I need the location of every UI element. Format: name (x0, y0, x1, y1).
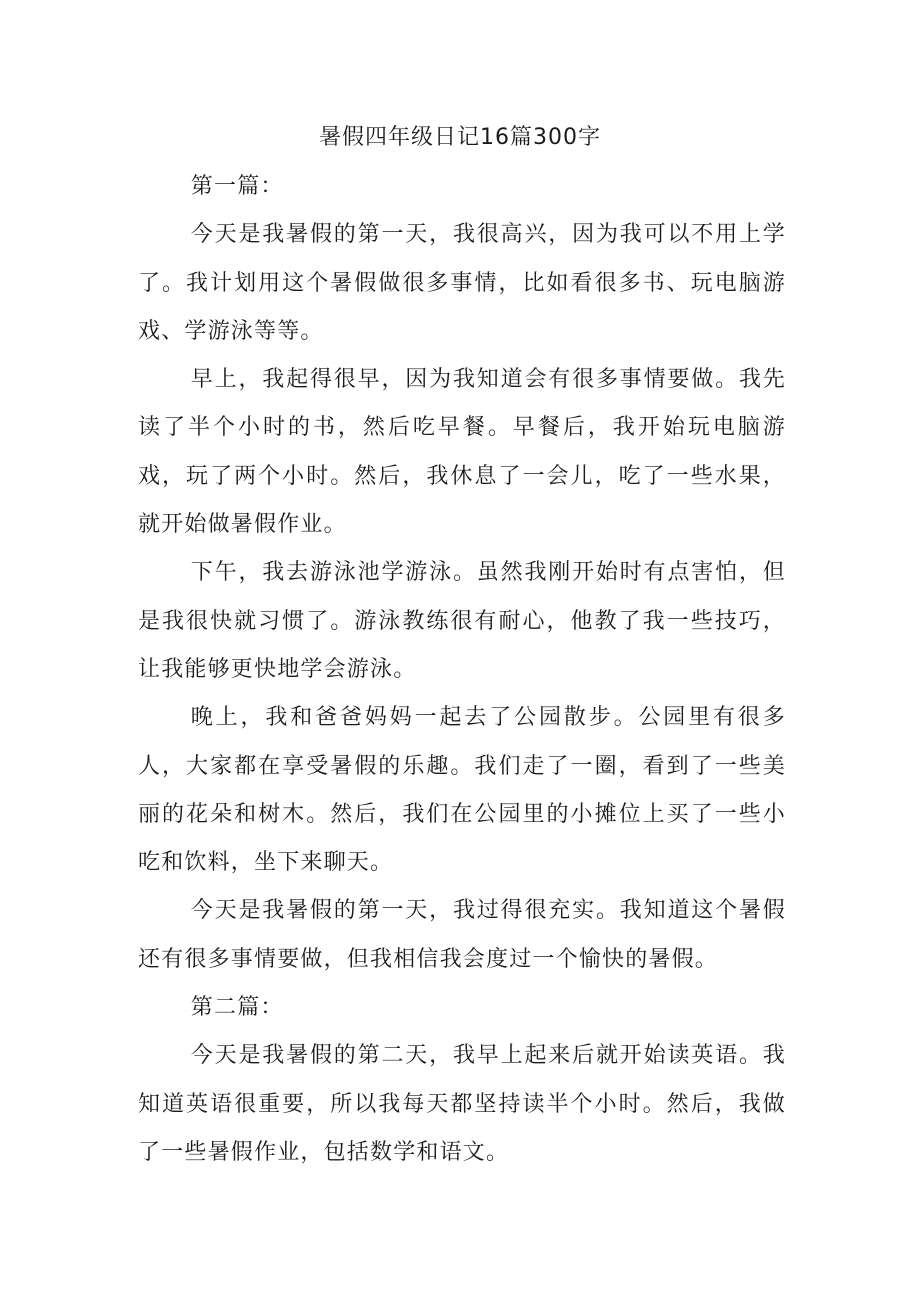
paragraph: 早上，我起得很早，因为我知道会有很多事情要做。我先读了半个小时的书，然后吃早餐。早餐后，我开始玩电脑游戏，玩了两个小时。然后，我休息了一会儿，吃了一些水果，就开始做暑假作业。 (138, 367, 786, 538)
paragraph: 今天是我暑假的第二天，我早上起来后就开始读英语。我知道英语很重要，所以我每天都坚持读半个小时。然后，我做了一些暑假作业，包括数学和语文。 (138, 1043, 786, 1165)
heading-part-two: 第二篇： (190, 995, 284, 1021)
paragraph: 今天是我暑假的第一天，我很高兴，因为我可以不用上学了。我计划用这个暑假做很多事情，比如看很多书、玩电脑游戏、学游泳等等。 (138, 222, 786, 344)
paragraph: 今天是我暑假的第一天，我过得很充实。我知道这个暑假还有很多事情要做，但我相信我会度过一个愉快的暑假。 (138, 898, 786, 972)
document-title: 暑假四年级日记16篇300字 (319, 125, 601, 150)
document-body (138, 163, 786, 1177)
heading-part-one: 第一篇： (190, 174, 284, 199)
paragraph: 晚上，我和爸爸妈妈一起去了公园散步。公园里有很多人，大家都在享受暑假的乐趣。我们走了一圈，看到了一些美丽的花朵和树木。然后，我们在公园里的小摊位上买了一些小吃和饮料，坐下来聊天。 (138, 705, 786, 876)
paragraph: 下午，我去游泳池学游泳。虽然我刚开始时有点害怕，但是我很快就习惯了。游泳教练很有耐心，他教了我一些技巧，让我能够更快地学会游泳。 (138, 560, 786, 682)
